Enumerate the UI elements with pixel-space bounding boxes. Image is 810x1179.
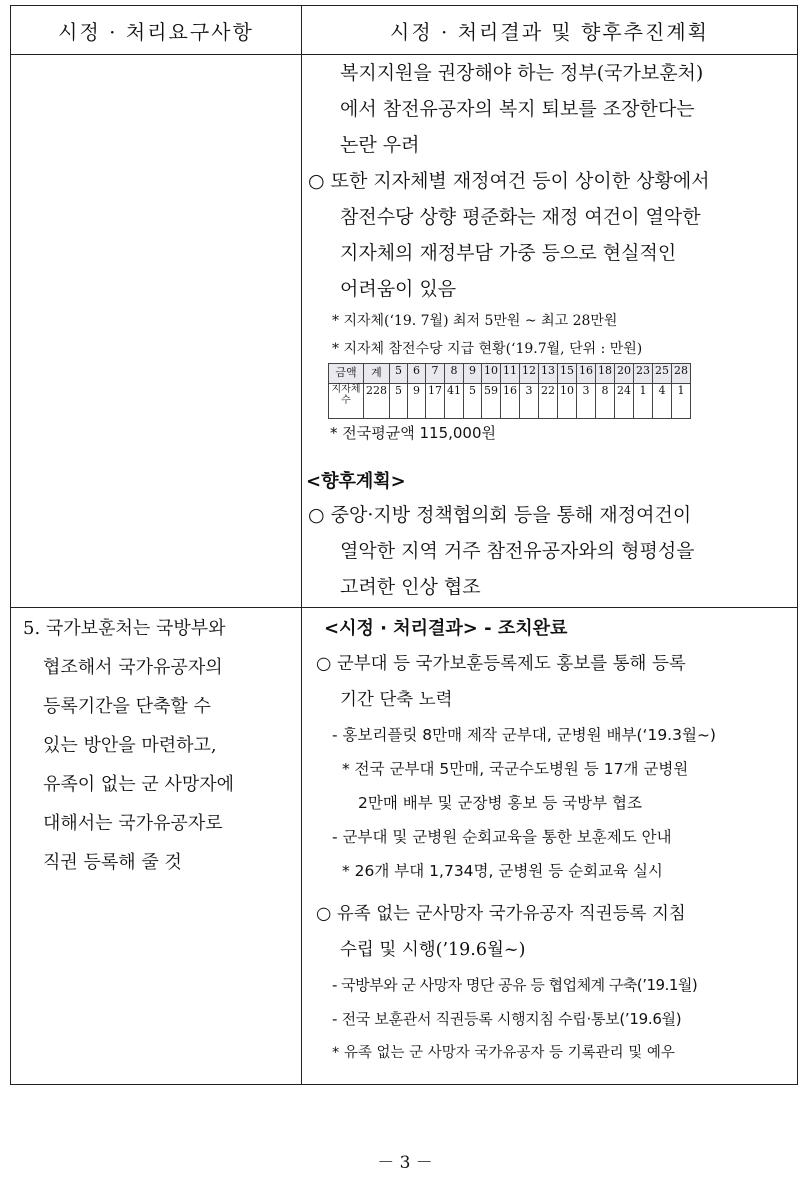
row2-left-cell bbox=[11, 608, 302, 1085]
amount-label: 금액 bbox=[329, 364, 364, 384]
report-table bbox=[10, 5, 798, 1085]
amount-cell: 5 bbox=[390, 364, 408, 384]
allowance-amount-row bbox=[329, 364, 691, 384]
requirement-line: 직권 등록해 줄 것 bbox=[43, 852, 182, 873]
count-cell: 24 bbox=[615, 384, 634, 419]
row1-bullet-line-2: 참전수당 상향 평준화는 재정 여건이 열악한 bbox=[340, 206, 701, 228]
requirement-line: 등록기간을 단축할 수 bbox=[43, 696, 211, 717]
count-cell: 3 bbox=[577, 384, 596, 419]
table-row bbox=[11, 608, 798, 1085]
amount-cell: 28 bbox=[672, 364, 691, 384]
count-cell: 8 bbox=[596, 384, 615, 419]
result-bullet-1-cont: 기간 단축 노력 bbox=[340, 690, 453, 710]
result-sub: * 전국 군부대 5만매, 국군수도병원 등 17개 군병원 bbox=[342, 760, 689, 778]
count-cell: 16 bbox=[501, 384, 520, 419]
amount-cell: 10 bbox=[482, 364, 501, 384]
row1-bullet-line-3: 지자체의 재정부담 가중 등으로 현실적인 bbox=[340, 242, 677, 264]
row1-right-cell bbox=[302, 55, 798, 608]
count-cell: 41 bbox=[445, 384, 464, 419]
amount-cell: 23 bbox=[634, 364, 653, 384]
count-cell: 17 bbox=[426, 384, 445, 419]
result-sub: - 군부대 및 군병원 순회교육을 통한 보훈제도 안내 bbox=[332, 828, 672, 846]
amount-cell: 16 bbox=[577, 364, 596, 384]
amount-cell: 15 bbox=[558, 364, 577, 384]
count-label: 지자체 수 bbox=[329, 384, 364, 419]
count-cell: 1 bbox=[634, 384, 653, 419]
allowance-table bbox=[328, 363, 691, 419]
result-sub: * 유족 없는 군 사망자 국가유공자 등 기록관리 및 예우 bbox=[332, 1045, 675, 1061]
row1-bullet-1: ○ 또한 지자체별 재정여건 등이 상이한 상황에서 bbox=[308, 170, 710, 192]
requirement-line: 있는 방안을 마련하고, bbox=[43, 735, 217, 756]
amount-cell: 12 bbox=[520, 364, 539, 384]
result-sub: * 26개 부대 1,734명, 군병원 등 순회교육 실시 bbox=[342, 862, 663, 880]
amount-cell: 7 bbox=[426, 364, 445, 384]
header-row bbox=[11, 6, 798, 55]
note-average: * 전국평균액 115,000원 bbox=[330, 424, 497, 442]
requirement-line: 유족이 없는 군 사망자에 bbox=[43, 774, 235, 795]
amount-cell: 8 bbox=[445, 364, 464, 384]
count-cell: 22 bbox=[539, 384, 558, 419]
header-results: 시정 · 처리결과 및 향후추진계획 bbox=[302, 6, 798, 55]
note-status: * 지자체 참전수당 지급 현황(‘19.7월, 단위 : 만원) bbox=[332, 341, 643, 357]
result-sub: 2만매 배부 및 군장병 홍보 등 국방부 협조 bbox=[358, 794, 642, 812]
result-bullet-2-cont: 수립 및 시행(’19.6월~) bbox=[340, 940, 526, 960]
result-sub: - 전국 보훈관서 직권등록 시행지침 수립·통보(’19.6월) bbox=[332, 1010, 682, 1028]
amount-cell: 계 bbox=[364, 364, 390, 384]
allowance-count-row bbox=[329, 384, 691, 419]
amount-cell: 20 bbox=[615, 364, 634, 384]
amount-cell: 18 bbox=[596, 364, 615, 384]
amount-cell: 11 bbox=[501, 364, 520, 384]
count-cell: 228 bbox=[364, 384, 390, 419]
plan-line-3: 고려한 인상 협조 bbox=[340, 576, 481, 598]
row2-right-cell bbox=[302, 608, 798, 1085]
header-requirements: 시정 · 처리요구사항 bbox=[11, 6, 302, 55]
count-cell: 5 bbox=[464, 384, 482, 419]
amount-cell: 6 bbox=[408, 364, 426, 384]
amount-cell: 13 bbox=[539, 364, 558, 384]
row1-line-2: 에서 참전유공자의 복지 퇴보를 조장한다는 bbox=[340, 98, 695, 120]
count-cell: 10 bbox=[558, 384, 577, 419]
count-cell: 4 bbox=[653, 384, 672, 419]
count-cell: 9 bbox=[408, 384, 426, 419]
requirement-line: 대해서는 국가유공자로 bbox=[43, 813, 223, 834]
requirement-line: 협조해서 국가유공자의 bbox=[43, 657, 223, 678]
result-sub: - 국방부와 군 사망자 명단 공유 등 협업체계 구축(’19.1월) bbox=[332, 976, 698, 994]
result-heading: <시정 · 처리결과> - 조치완료 bbox=[324, 618, 568, 639]
count-cell: 1 bbox=[672, 384, 691, 419]
row1-line-1: 복지지원을 권장해야 하는 정부(국가보훈처) bbox=[340, 62, 704, 84]
amount-cell: 25 bbox=[653, 364, 672, 384]
table-row bbox=[11, 55, 798, 608]
count-cell: 59 bbox=[482, 384, 501, 419]
plan-line-1: ○ 중앙·지방 정책협의회 등을 통해 재정여건이 bbox=[308, 504, 692, 526]
page-number: － 3 － bbox=[377, 1153, 433, 1173]
amount-cell: 9 bbox=[464, 364, 482, 384]
result-bullet-2: ○ 유족 없는 군사망자 국가유공자 직권등록 지침 bbox=[316, 904, 686, 924]
row1-line-3: 논란 우려 bbox=[340, 134, 420, 156]
requirement-line: 5. 국가보훈처는 국방부와 bbox=[23, 618, 226, 639]
plan-heading: <향후계획> bbox=[306, 471, 406, 492]
note-minmax: * 지자체(‘19. 7월) 최저 5만원 ~ 최고 28만원 bbox=[332, 313, 618, 329]
count-cell: 5 bbox=[390, 384, 408, 419]
plan-line-2: 열악한 지역 거주 참전유공자와의 형평성을 bbox=[340, 540, 695, 562]
result-bullet-1: ○ 군부대 등 국가보훈등록제도 홍보를 통해 등록 bbox=[316, 654, 686, 674]
row1-left-cell bbox=[11, 55, 302, 608]
result-sub: - 홍보리플릿 8만매 제작 군부대, 군병원 배부(‘19.3월~) bbox=[332, 726, 716, 744]
count-cell: 3 bbox=[520, 384, 539, 419]
row1-bullet-line-4: 어려움이 있음 bbox=[340, 278, 457, 300]
